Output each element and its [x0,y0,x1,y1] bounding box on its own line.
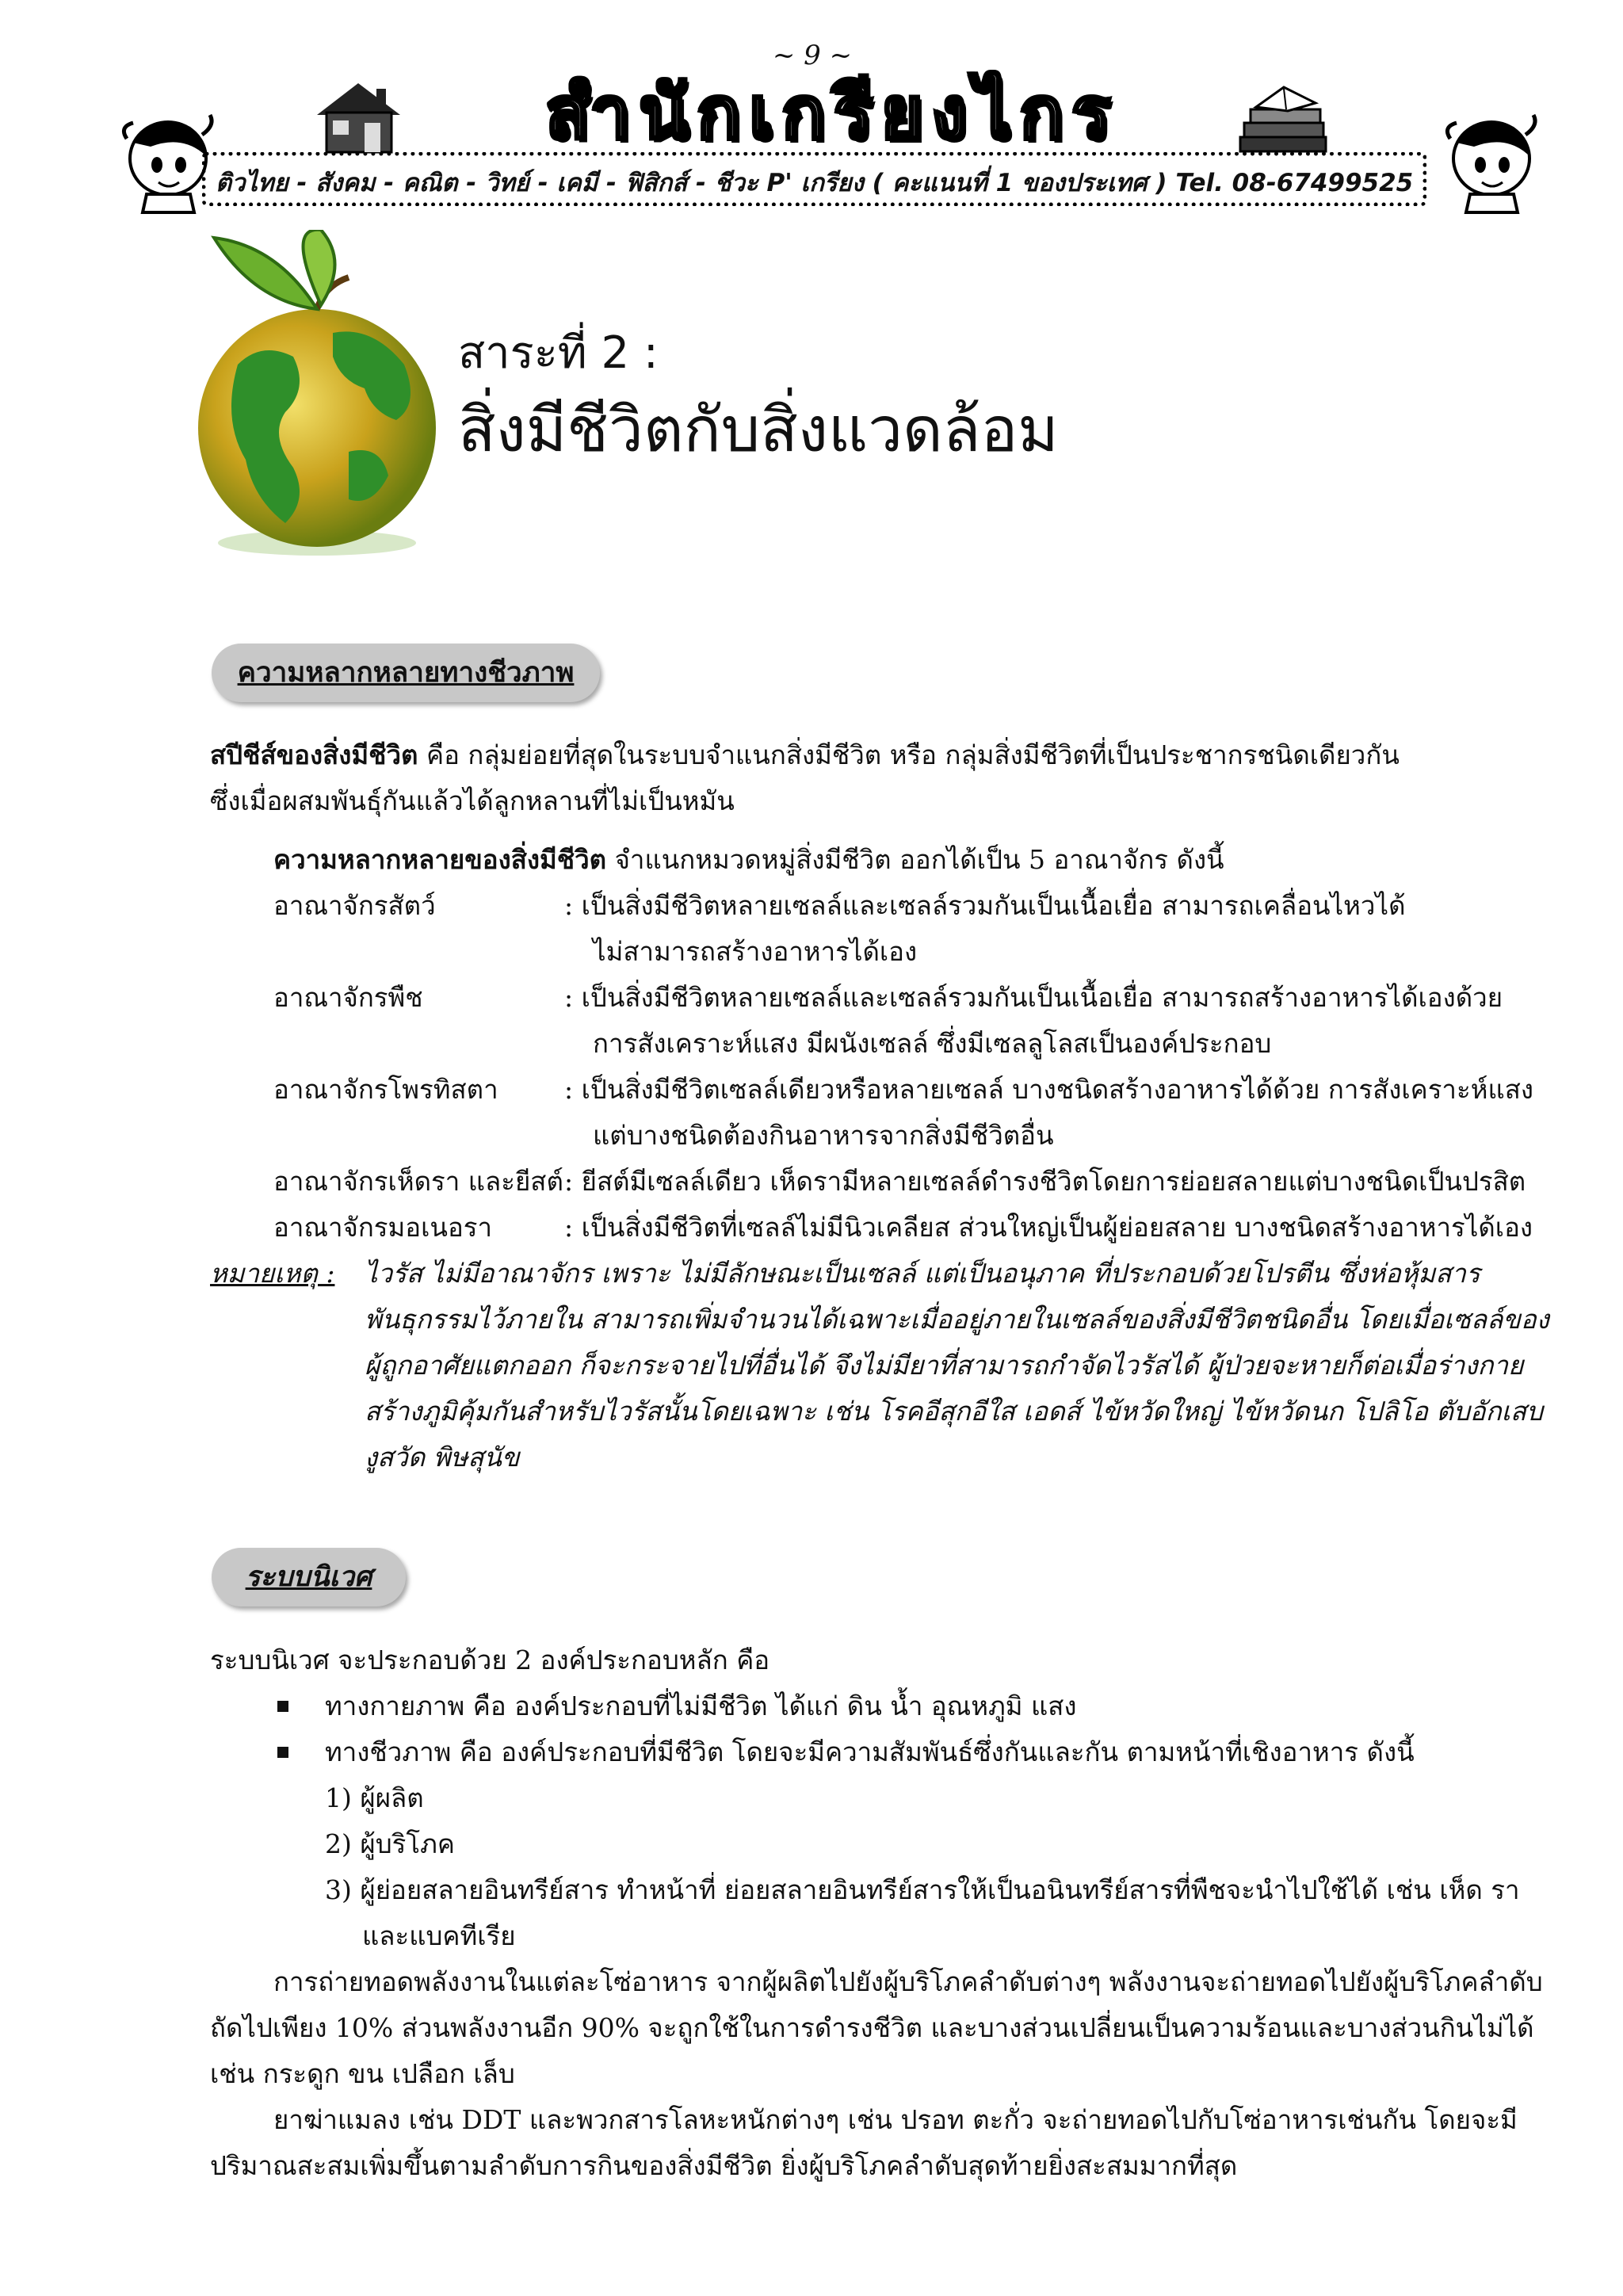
diversity-term: ความหลากหลายของสิ่งมีชีวิต [273,844,607,875]
books-icon [1236,79,1331,155]
diversity-paragraph [273,837,1224,883]
kingdom-desc: : เป็นสิ่งมีชีวิตเซลล์เดียวหรือหลายเซลล์ บางชนิดสร้างอาหารได้ด้วย การสังเคราะห์แสง [564,1074,1533,1105]
kingdom-desc: : เป็นสิ่งมีชีวิตหลายเซลล์และเซลล์รวมกันเป็นเนื้อเยื่อ สามารถสร้างอาหารได้เองด้วย [564,982,1503,1013]
kingdom-desc: : เป็นสิ่งมีชีวิตที่เซลล์ไม่มีนิวเคลียส ส่วนใหญ่เป็นผู้ย่อยสลาย บางชนิดสร้างอาหารได้เอง [564,1212,1533,1243]
section-heading-ecosystem: ระบบนิเวศ [212,1548,406,1606]
species-term: สปีชีส์ของสิ่งมีชีวิต [210,739,418,770]
globe-apple-icon [190,230,452,563]
header-tagline: ติวไทย - สังคม - คณิต - วิทย์ - เคมี - ฟิสิกส์ - ชีวะ P' เกรียง ( คะแนนที่ 1 ของประเทศ ) Tel. 08-67499525 [202,152,1426,206]
bullet-item: ทางชีวภาพ คือ องค์ประกอบที่มีชีวิต โดยจะมีความสัมพันธ์ซึ่งกันและกัน ตามหน้าที่เชิงอาหาร ดังนี้ [325,1736,1415,1767]
kingdom-name: อาณาจักรเห็ดรา และยีสต์ [273,1166,563,1197]
page-number: ~ 9 ~ [772,40,853,71]
numbered-item: 3) ผู้ย่อยสลายอินทรีย์สาร ทำหน้าที่ ย่อยสลายอินทรีย์สารให้เป็นอนินทรีย์สารที่พืชจะนำไปใช้ได้ เช่น เห็ด รา [325,1874,1520,1905]
species-paragraph [210,732,1400,778]
kingdom-name: อาณาจักรมอเนอรา [273,1212,493,1243]
species-definition: คือ กลุ่มย่อยที่สุดในระบบจำแนกสิ่งมีชีวิต หรือ กลุ่มสิ่งมีชีวิตที่เป็นประชากรชนิดเดียวกัน [426,739,1400,770]
kingdom-desc: ไม่สามารถสร้างอาหารได้เอง [593,936,918,967]
house-icon [309,79,408,155]
diversity-definition: จำแนกหมวดหมู่สิ่งมีชีวิต ออกได้เป็น 5 อาณาจักร ดังนี้ [614,844,1224,875]
note-line: ไวรัส ไม่มีอาณาจักร เพราะ ไม่มีลักษณะเป็นเซลล์ แต่เป็นอนุภาค ที่ประกอบด้วยโปรตีน ซึ่งห่อหุ้มสาร [365,1258,1480,1289]
kingdom-desc: : เป็นสิ่งมีชีวิตหลายเซลล์และเซลล์รวมกันเป็นเนื้อเยื่อ สามารถเคลื่อนไหวได้ [564,890,1406,921]
square-bullet-icon [277,1701,288,1712]
kingdom-name: อาณาจักรโพรทิสตา [273,1074,498,1105]
section-label: สาระที่ 2 : [458,327,659,379]
note-line: ผู้ถูกอาศัยแตกออก ก็จะกระจายไปที่อื่นได้ จึงไม่มียาที่สามารถกำจัดไวรัสได้ ผู้ป่วยจะหายก็ต่อเมื่อร่างกาย [365,1350,1524,1381]
ecosystem-intro: ระบบนิเวศ จะประกอบด้วย 2 องค์ประกอบหลัก คือ [210,1645,770,1675]
note-label: หมายเหตุ : [210,1258,335,1289]
kingdom-name: อาณาจักรพืช [273,982,423,1013]
numbered-item: 2) ผู้บริโภค [325,1828,455,1859]
kingdom-desc: แต่บางชนิดต้องกินอาหารจากสิ่งมีชีวิตอื่น [593,1120,1054,1151]
ddt-paragraph: ปริมาณสะสมเพิ่มขึ้นตามลำดับการกินของสิ่งมีชีวิต ยิ่งผู้บริโภคลำดับสุดท้ายยิ่งสะสมมากที่สุด [210,2150,1238,2181]
brand-title: สำนักเกรียงไกร [545,71,1119,155]
section-heading-biodiversity: ความหลากหลายทางชีวภาพ [212,644,600,702]
note-line: สร้างภูมิคุ้มกันสำหรับไวรัสนั้นโดยเฉพาะ เช่น โรคอีสุกอีใส เอดส์ ไข้หวัดใหญ่ ไข้หวัดนก โปลิโอ ตับอักเสบ [365,1396,1543,1427]
note-line: พันธุกรรมไว้ภายใน สามารถเพิ่มจำนวนได้เฉพาะเมื่ออยู่ภายในเซลล์ของสิ่งมีชีวิตชนิดอื่น โดยเมื่อเซลล์ของ [365,1304,1549,1335]
page-title: สิ่งมีชีวิตกับสิ่งแวดล้อม [458,395,1059,466]
square-bullet-icon [277,1747,288,1758]
ddt-paragraph: ยาฆ่าแมลง เช่น DDT และพวกสารโลหะหนักต่างๆ เช่น ปรอท ตะกั่ว จะถ่ายทอดไปกับโซ่อาหารเช่นกัน โดยจะมี [273,2104,1518,2135]
numbered-item-cont: และแบคทีเรีย [362,1920,516,1951]
energy-paragraph: ถัดไปเพียง 10% ส่วนพลังงานอีก 90% จะถูกใช้ในการดำรงชีวิต และบางส่วนเปลี่ยนเป็นความร้อนและบางส่วนกินไม่ได้ [210,2012,1534,2043]
kingdom-name: อาณาจักรสัตว์ [273,890,436,921]
numbered-item: 1) ผู้ผลิต [325,1782,424,1813]
energy-paragraph: การถ่ายทอดพลังงานในแต่ละโซ่อาหาร จากผู้ผลิตไปยังผู้บริโภคลำดับต่างๆ พลังงานจะถ่ายทอดไปยังผู้บริโภคลำดับ [273,1966,1543,1997]
species-definition-cont: ซึ่งเมื่อผสมพันธุ์กันแล้วได้ลูกหลานที่ไม่เป็นหมัน [210,785,735,816]
kingdom-desc: การสังเคราะห์แสง มีผนังเซลล์ ซึ่งมีเซลลูโลสเป็นองค์ประกอบ [593,1028,1272,1059]
kingdom-desc: : ยีสต์มีเซลล์เดียว เห็ดรามีหลายเซลล์ดำรงชีวิตโดยการย่อยสลายแต่บางชนิดเป็นปรสิต [564,1166,1526,1197]
energy-paragraph: เช่น กระดูก ขน เปลือก เล็บ [210,2058,515,2089]
bullet-item: ทางกายภาพ คือ องค์ประกอบที่ไม่มีชีวิต ได้แก่ ดิน น้ำ อุณหภูมิ แสง [325,1690,1077,1721]
note-line: งูสวัด พิษสุนัข [365,1442,520,1473]
mascot-right-icon [1442,111,1541,214]
